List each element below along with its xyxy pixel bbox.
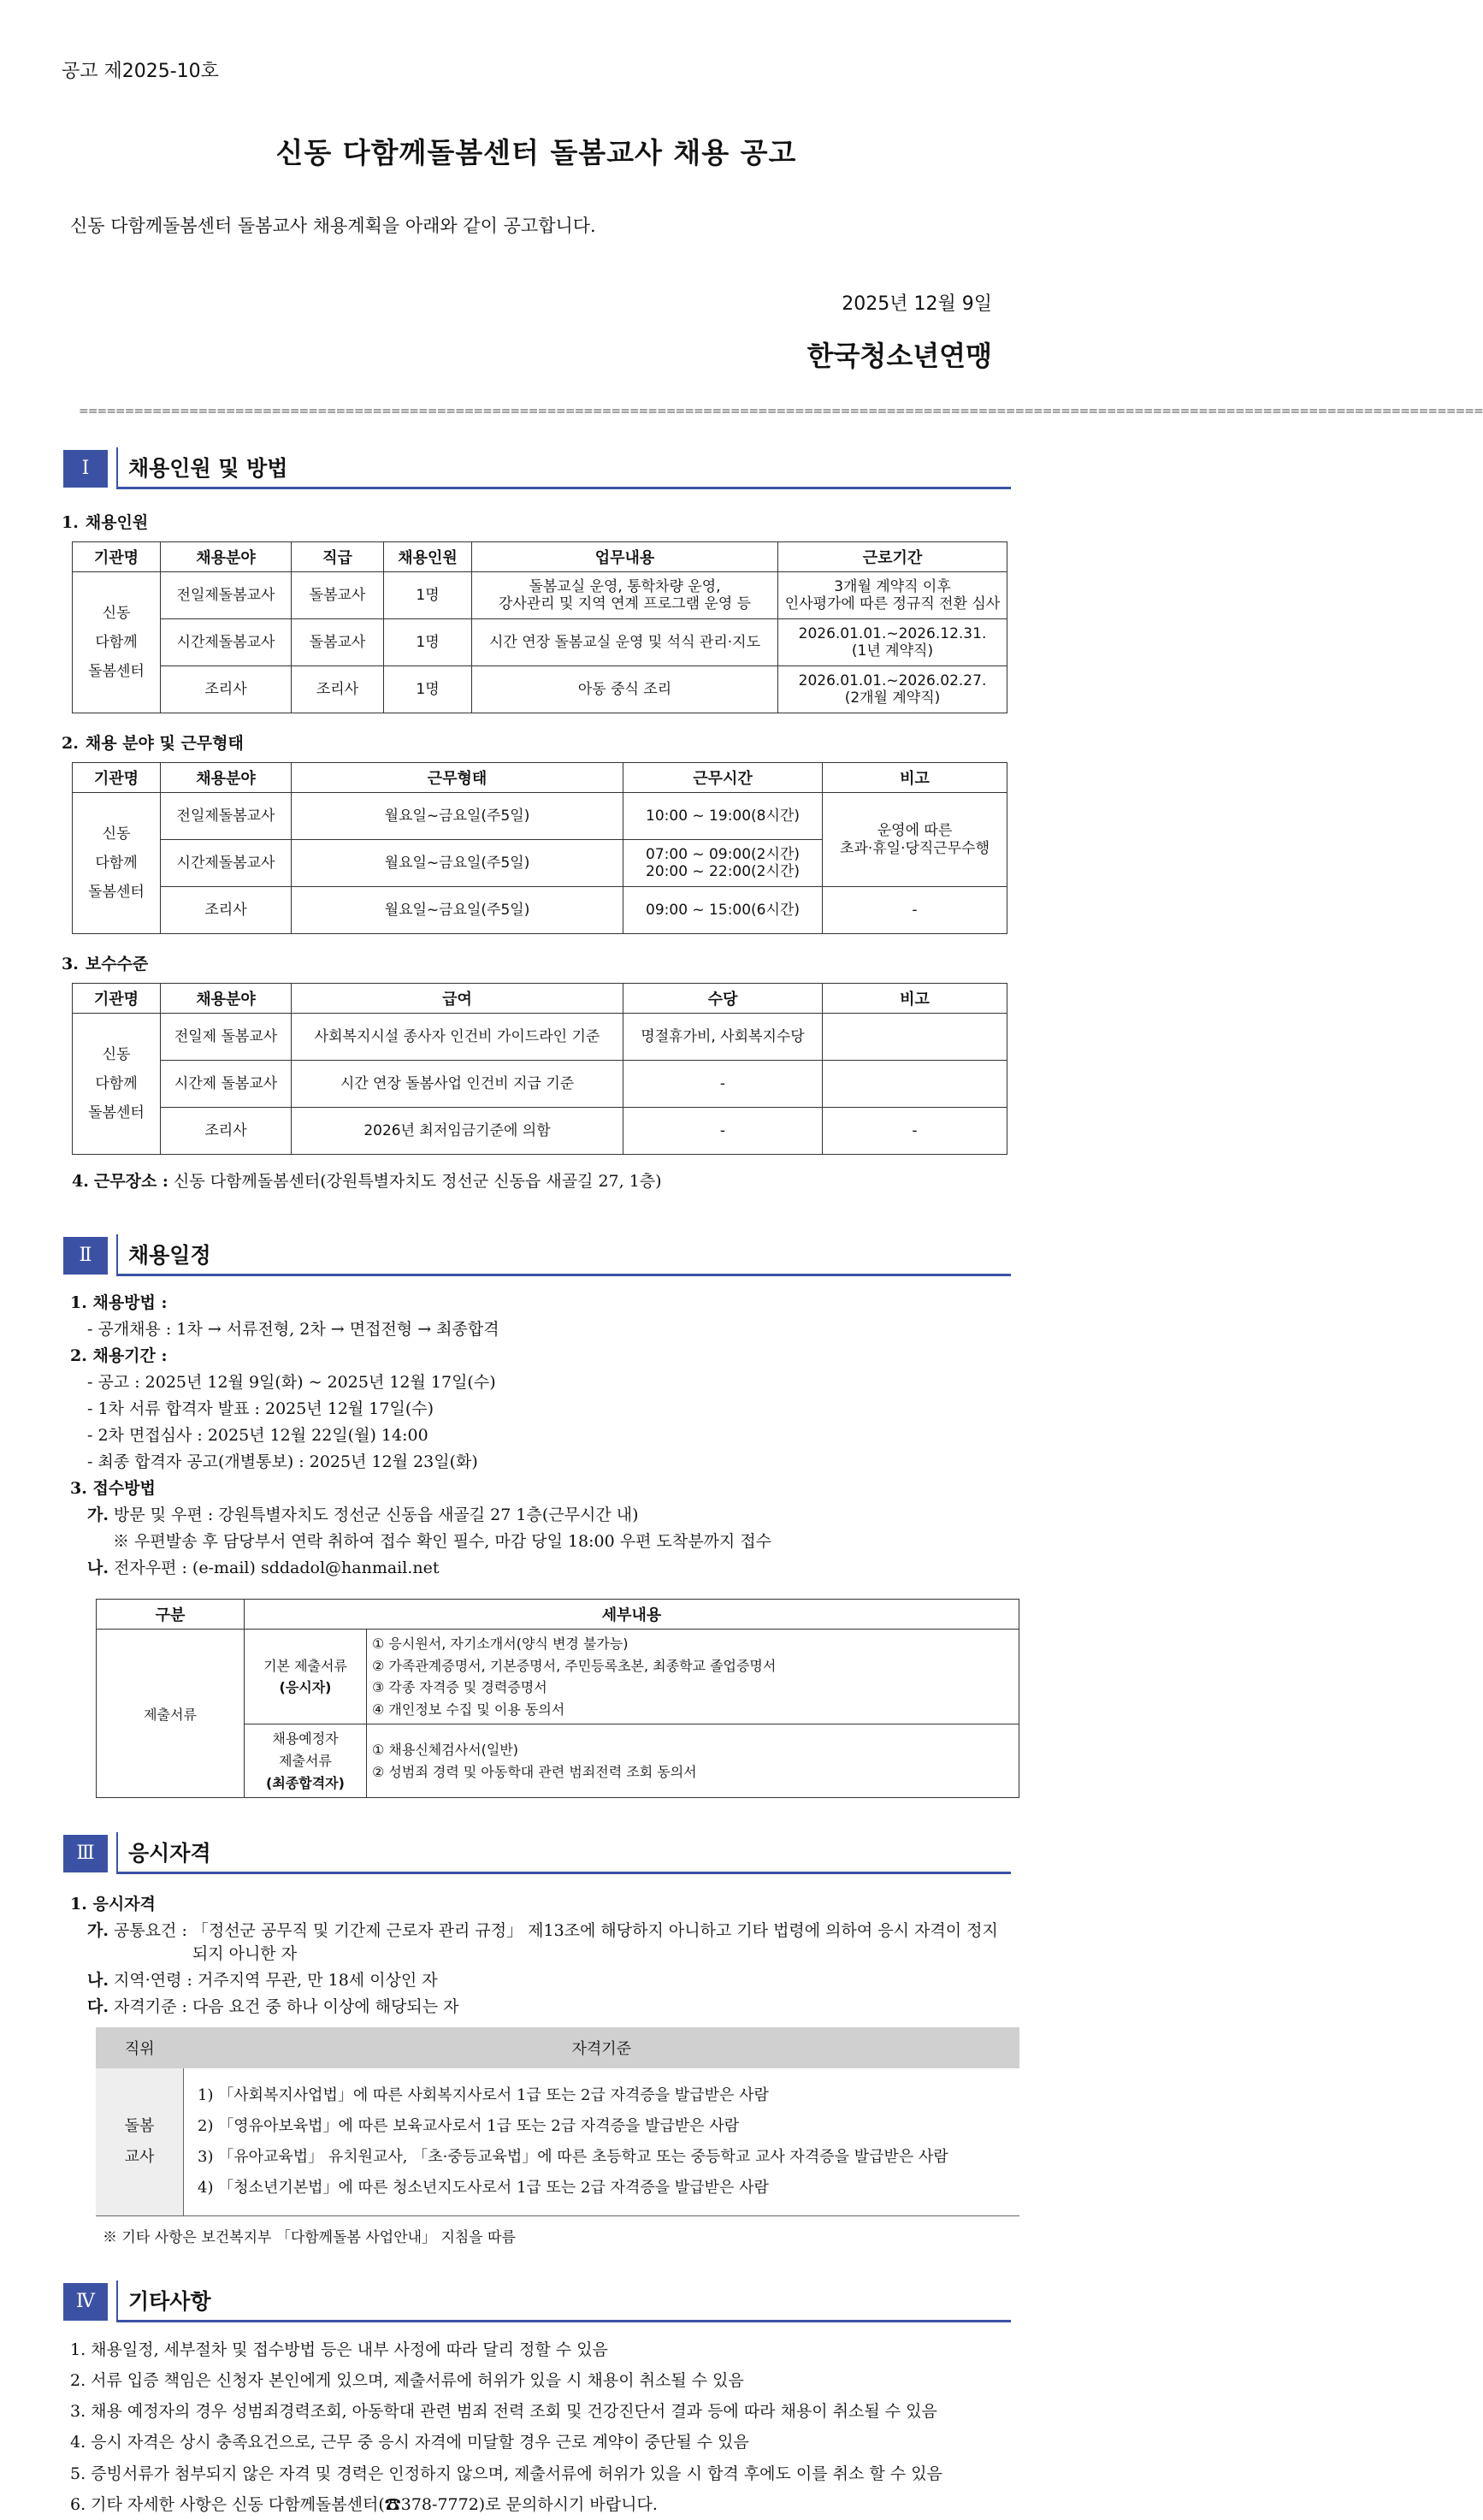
list-item: 2. 채용기간 :: [70, 1346, 168, 1365]
list-item: 1. 채용일정, 세부절차 및 접수방법 등은 내부 사정에 따라 달리 정할 수 있음: [70, 2340, 608, 2360]
work-location: 4. 근무장소 : 신동 다함께돌봄센터(강원특별자치도 정선군 신동읍 새골길 27, 1층): [72, 1172, 662, 1191]
schedule-block: [62, 1290, 1011, 1578]
section-1-header: [63, 447, 1011, 489]
footnote: ※ 기타 사항은 보건복지부 「다함께돌봄 사업안내」 지침을 따름: [103, 2229, 516, 2247]
table-row: [73, 793, 1007, 840]
table-cell: 시간제돌봄교사: [161, 840, 292, 887]
table-header: 채용분야: [161, 542, 292, 572]
table-header: 채용인원: [384, 542, 472, 572]
table-header: 비고: [823, 763, 1007, 793]
table-cell: 1) 「사회복지사업법」에 따른 사회복지사로서 1급 또는 2급 자격증을 발급받은 사람 2) 「영유아보육법」에 따른 보육교사로서 1급 또는 2급 자격증을 발급받은 사람 3) 「유아교육법」 유치원교사, 「초·중등교육법」에 따른 초등학교 또는 중등학교 교사 자격증을 발급받은 사람 4) 「청소년기본법」에 따른 청소년지도사로서 1급 또는 2급 자격증을 발급받은 사람: [184, 2068, 1020, 2216]
table-cell: 돌봄교사: [292, 619, 384, 666]
list-item: 4. 응시 자격은 상시 충족요건으로, 근무 중 응시 자격에 미달할 경우 근로 계약이 중단될 수 있음: [70, 2433, 749, 2452]
table-cell: 3개월 계약직 이후 인사평가에 따른 정규직 전환 심사: [778, 572, 1007, 619]
table-row: [73, 1061, 1007, 1108]
table-cell: ① 채용신체검사서(일반) ② 성범죄 경력 및 아동학대 관련 범죄전력 조회 동의서: [367, 1724, 1019, 1798]
page-title: 신동 다함께돌봄센터 돌봄교사 채용 공고: [275, 136, 797, 169]
table-cell: 전일제 돌봄교사: [161, 1014, 292, 1061]
section-badge: Ⅲ: [63, 1835, 108, 1872]
table-cell: 조리사: [292, 666, 384, 713]
table-row: [73, 1014, 1007, 1061]
table-cell: 운영에 따른 초과·휴일·당직근무수행: [823, 793, 1007, 887]
table-header: 기관명: [73, 984, 161, 1014]
section-badge: Ⅰ: [63, 450, 108, 488]
subsection-heading: 1. 채용인원: [62, 513, 149, 532]
table-header: 직급: [292, 542, 384, 572]
section-title: 채용인원 및 방법: [128, 456, 288, 481]
table-header: 근무시간: [623, 763, 823, 793]
table-cell: 2026년 최저임금기준에 의함: [292, 1108, 623, 1155]
table-header: 채용분야: [161, 763, 292, 793]
section-title: 기타사항: [128, 2289, 211, 2315]
table-header: 세부내용: [245, 1600, 1019, 1630]
table-cell: 전일제돌봄교사: [161, 572, 292, 619]
table-row: [73, 572, 1007, 619]
table-cell: 조리사: [161, 666, 292, 713]
table-header: 업무내용: [472, 542, 778, 572]
table-cell: 1명: [384, 572, 472, 619]
table-cell: 시간 연장 돌봄사업 인건비 지급 기준: [292, 1061, 623, 1108]
qualification-criteria-table: [96, 2027, 1019, 2216]
list-item: 2. 서류 입증 책임은 신청자 본인에게 있으며, 제출서류에 허위가 있을 시 채용이 취소될 수 있음: [70, 2371, 744, 2391]
section-3-header: [63, 1832, 1011, 1874]
table-cell: 사회복지시설 종사자 인건비 가이드라인 기준: [292, 1014, 623, 1061]
section-title: 응시자격: [128, 1841, 211, 1866]
table-header: 구분: [97, 1600, 245, 1630]
table-header: 수당: [623, 984, 823, 1014]
notice-date: 2025년 12월 9일: [842, 293, 992, 315]
table-cell: 전일제돌봄교사: [161, 793, 292, 840]
table-row: [97, 1630, 1019, 1724]
list-item: ※ 우편발송 후 담당부서 연락 취하여 접수 확인 필수, 마감 당일 18:00 우편 도착분까지 접수: [113, 1532, 772, 1551]
table-cell: 시간제돌봄교사: [161, 619, 292, 666]
list-item: 가. 방문 및 우편 : 강원특별자치도 정선군 신동읍 새골길 27 1층(근무시간 내): [87, 1505, 639, 1524]
subsection-heading: 2. 채용 분야 및 근무형태: [62, 734, 244, 753]
list-item: 가. 공통요건 : 「정선군 공무직 및 기간제 근로자 관리 규정」 제13조에 해당하지 아니하고 기타 법령에 의하여 응시 자격이 정지되지 아니한 자: [87, 1921, 998, 1964]
table-row: [73, 1108, 1007, 1155]
documents-table: [96, 1599, 1019, 1798]
table-header: 근무형태: [292, 763, 623, 793]
list-item: - 1차 서류 합격자 발표 : 2025년 12월 17일(수): [87, 1399, 434, 1418]
list-item: 3. 채용 예정자의 경우 성범죄경력조회, 아동학대 관련 범죄 전력 조회 및 건강진단서 결과 등에 따라 채용이 취소될 수 있음: [70, 2402, 937, 2422]
table-header: 자격기준: [184, 2027, 1020, 2068]
table-cell: -: [623, 1108, 823, 1155]
list-item: 1. 응시자격: [70, 1895, 156, 1914]
table-cell: 월요일~금요일(주5일): [292, 840, 623, 887]
list-item: - 최종 합격자 공고(개별통보) : 2025년 12월 23일(화): [87, 1452, 478, 1471]
table-cell: 1명: [384, 619, 472, 666]
table-cell: 09:00 ~ 15:00(6시간): [623, 887, 823, 934]
section-2-header: [63, 1234, 1011, 1276]
table-row: [73, 666, 1007, 713]
recruitment-table: [72, 541, 1007, 713]
table-cell: [823, 1061, 1007, 1108]
table-cell: 시간 연장 돌봄교실 운영 및 석식 관리·지도: [472, 619, 778, 666]
list-item: - 공고 : 2025년 12월 9일(화) ~ 2025년 12월 17일(수): [87, 1373, 496, 1392]
table-cell: 2026.01.01.~2026.02.27. (2개월 계약직): [778, 666, 1007, 713]
org-cell: 신동 다함께 돌봄센터: [73, 793, 161, 934]
org-cell: 신동 다함께 돌봄센터: [73, 572, 161, 713]
table-cell: 명절휴가비, 사회복지수당: [623, 1014, 823, 1061]
table-cell: 시간제 돌봄교사: [161, 1061, 292, 1108]
table-cell: 2026.01.01.~2026.12.31. (1년 계약직): [778, 619, 1007, 666]
intro-text: 신동 다함께돌봄센터 돌봄교사 채용계획을 아래와 같이 공고합니다.: [70, 216, 596, 236]
table-cell: 돌봄 교사: [96, 2068, 184, 2216]
qualifications-block: [62, 1891, 1011, 2017]
list-item: - 2차 면접심사 : 2025년 12월 22일(월) 14:00: [87, 1426, 428, 1445]
table-row: [73, 619, 1007, 666]
table-cell: 07:00 ~ 09:00(2시간) 20:00 ~ 22:00(2시간): [623, 840, 823, 887]
separator-line: =========================================================================================================================================================: [79, 405, 1483, 418]
table-cell: 10:00 ~ 19:00(8시간): [623, 793, 823, 840]
table-cell: 돌봄교사: [292, 572, 384, 619]
table-header: 급여: [292, 984, 623, 1014]
table-header: 채용분야: [161, 984, 292, 1014]
list-item: 다. 자격기준 : 다음 요건 중 하나 이상에 해당되는 자: [87, 1997, 459, 2017]
table-cell: 조리사: [161, 887, 292, 934]
notice-number: 공고 제2025-10호: [62, 61, 219, 82]
table-row: [73, 887, 1007, 934]
recruitment-notice: [62, 51, 1483, 2520]
table-header: 기관명: [73, 542, 161, 572]
table-cell: 돌봄교실 운영, 통학차량 운영, 강사관리 및 지역 연계 프로그램 운영 등: [472, 572, 778, 619]
salary-table: [72, 983, 1007, 1155]
organization-name: 한국청소년연맹: [806, 340, 992, 372]
list-item: 3. 접수방법: [70, 1479, 156, 1498]
table-header: 근로기간: [778, 542, 1007, 572]
table-row: [96, 2068, 1019, 2216]
table-cell: [823, 1014, 1007, 1061]
list-item: 나. 전자우편 : (e-mail) sddadol@hanmail.net: [87, 1559, 440, 1577]
table-header: 비고: [823, 984, 1007, 1014]
table-cell: 아동 중식 조리: [472, 666, 778, 713]
list-item: 5. 증빙서류가 첨부되지 않은 자격 및 경력은 인정하지 않으며, 제출서류에 허위가 있을 시 합격 후에도 이를 취소 할 수 있음: [70, 2464, 942, 2483]
list-item: - 공개채용 : 1차 → 서류전형, 2차 → 면접전형 → 최종합격: [87, 1320, 499, 1339]
table-cell: 1명: [384, 666, 472, 713]
table-cell: 제출서류: [97, 1630, 245, 1798]
notes-list: [70, 2334, 1011, 2520]
table-cell: 기본 제출서류 (응시자): [245, 1630, 367, 1724]
section-title: 채용일정: [128, 1243, 211, 1268]
table-cell: -: [623, 1061, 823, 1108]
section-badge: Ⅳ: [63, 2283, 108, 2321]
subsection-heading: 3. 보수수준: [62, 955, 149, 973]
table-cell: 채용예정자 제출서류 (최종합격자): [245, 1724, 367, 1798]
table-header: 직위: [96, 2027, 184, 2068]
table-cell: ① 응시원서, 자기소개서(양식 변경 불가능) ② 가족관계증명서, 기본증명서, 주민등록초본, 최종학교 졸업증명서 ③ 각종 자격증 및 경력증명서 ④ 개인정보 수집 및 이용 동의서: [367, 1630, 1019, 1724]
list-item: 1. 채용방법 :: [70, 1293, 168, 1312]
table-cell: -: [823, 1108, 1007, 1155]
list-item: 나. 지역·연령 : 거주지역 무관, 만 18세 이상인 자: [87, 1971, 438, 1991]
section-badge: Ⅱ: [63, 1237, 108, 1275]
table-cell: 조리사: [161, 1108, 292, 1155]
org-cell: 신동 다함께 돌봄센터: [73, 1014, 161, 1155]
table-cell: 월요일~금요일(주5일): [292, 887, 623, 934]
table-header: 기관명: [73, 763, 161, 793]
list-item: 6. 기타 자세한 사항은 신동 다함께돌봄센터(☎378-7772)로 문의하시기 바랍니다.: [70, 2494, 658, 2514]
table-cell: 월요일~금요일(주5일): [292, 793, 623, 840]
work-type-table: [72, 762, 1007, 934]
table-cell: -: [823, 887, 1007, 934]
section-4-header: [63, 2280, 1011, 2322]
